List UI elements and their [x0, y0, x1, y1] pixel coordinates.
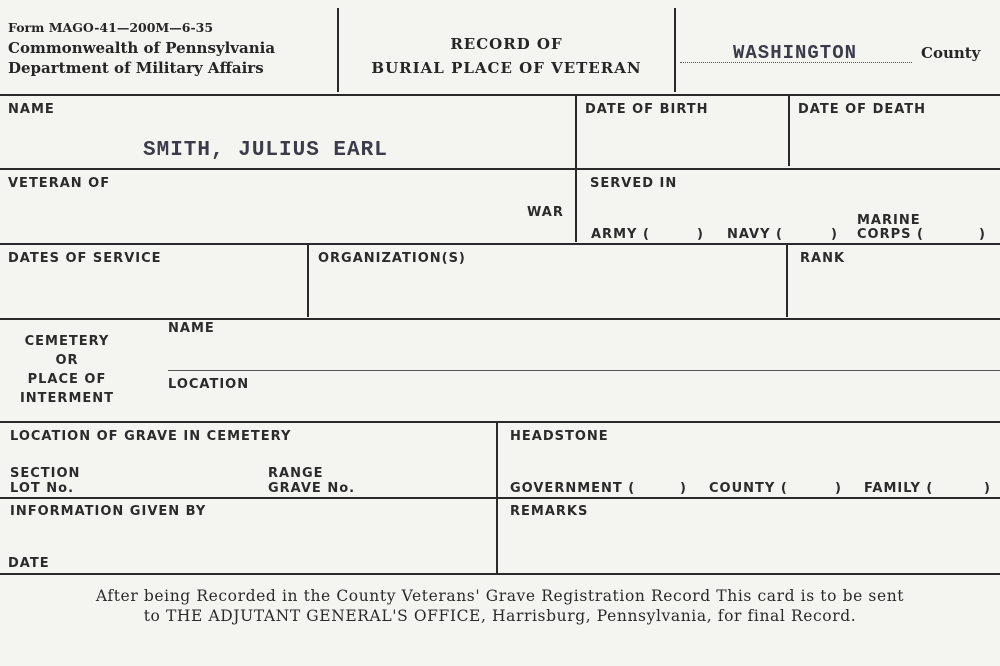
header-divider-right: [674, 8, 676, 92]
grave-number-label: GRAVE No.: [268, 481, 356, 496]
county-headstone-label: COUNTY (: [709, 481, 788, 496]
form-number: Form MAGO-41—200M—6-35: [8, 20, 214, 35]
headstone-label: HEADSTONE: [510, 429, 609, 444]
dates-of-service-label: DATES OF SERVICE: [8, 251, 162, 266]
family-close-paren: ): [984, 481, 991, 496]
war-label: WAR: [527, 205, 564, 220]
cemetery-label-line4: INTERMENT: [19, 391, 115, 406]
army-close-paren: ): [697, 227, 704, 242]
grave-location-label: LOCATION OF GRAVE IN CEMETERY: [10, 429, 292, 444]
section-label: SECTION: [10, 466, 81, 481]
form-title-line2: BURIAL PLACE OF VETERAN: [371, 59, 642, 77]
veteran-row-bottom-rule: [0, 243, 1000, 245]
army-label: ARMY (: [591, 227, 650, 242]
service-org-divider: [307, 245, 309, 317]
county-close-paren: ): [835, 481, 842, 496]
marine-close-paren: ): [979, 227, 986, 242]
grave-row-bottom-rule: [0, 497, 1000, 499]
org-name-line2: Department of Military Affairs: [8, 59, 264, 77]
lot-label: LOT No.: [10, 481, 75, 496]
government-close-paren: ): [680, 481, 687, 496]
veteran-of-label: VETERAN OF: [8, 176, 111, 191]
remarks-label: REMARKS: [510, 504, 589, 519]
information-given-by-label: INFORMATION GIVEN BY: [10, 504, 207, 519]
county-label: County: [921, 44, 981, 62]
footer-instruction-line2: to THE ADJUTANT GENERAL'S OFFICE, Harrisburg, Pennsylvania, for final Record.: [143, 607, 857, 625]
name-row-bottom-rule: [0, 168, 1000, 170]
header-bottom-rule: [0, 94, 1000, 96]
name-label: NAME: [8, 102, 55, 117]
name-value: SMITH, JULIUS EARL: [143, 139, 388, 162]
navy-close-paren: ): [831, 227, 838, 242]
government-label: GOVERNMENT (: [510, 481, 636, 496]
cemetery-name-rule: [168, 370, 1000, 371]
served-in-label: SERVED IN: [590, 176, 678, 191]
cemetery-label-line3: PLACE OF: [27, 372, 107, 387]
cemetery-row-bottom-rule: [0, 421, 1000, 423]
dob-dod-divider: [788, 96, 790, 166]
form-title-line1: RECORD OF: [450, 35, 563, 53]
footer-instruction-line1: After being Recorded in the County Veterans' Grave Registration Record This card is to be sent: [95, 587, 905, 605]
range-label: RANGE: [268, 466, 324, 481]
navy-label: NAVY (: [727, 227, 784, 242]
org-name-line1: Commonwealth of Pennsylvania: [8, 39, 276, 57]
date-of-death-label: DATE OF DEATH: [798, 102, 927, 117]
family-label: FAMILY (: [864, 481, 934, 496]
cemetery-label-line2: OR: [55, 353, 79, 368]
organization-label: ORGANIZATION(S): [318, 251, 466, 266]
marine-label-line2: CORPS (: [857, 227, 924, 242]
cemetery-name-label: NAME: [168, 321, 215, 336]
county-underline: [680, 62, 912, 63]
remarks-row-bottom-rule: [0, 573, 1000, 575]
marine-label-line1: MARINE: [857, 213, 921, 228]
rank-label: RANK: [800, 251, 846, 266]
service-row-bottom-rule: [0, 318, 1000, 320]
date-label: DATE: [8, 556, 50, 571]
cemetery-location-label: LOCATION: [168, 377, 250, 392]
cemetery-label-line1: CEMETERY: [24, 334, 110, 349]
org-rank-divider: [786, 245, 788, 317]
county-value: WASHINGTON: [732, 42, 858, 64]
date-of-birth-label: DATE OF BIRTH: [585, 102, 709, 117]
